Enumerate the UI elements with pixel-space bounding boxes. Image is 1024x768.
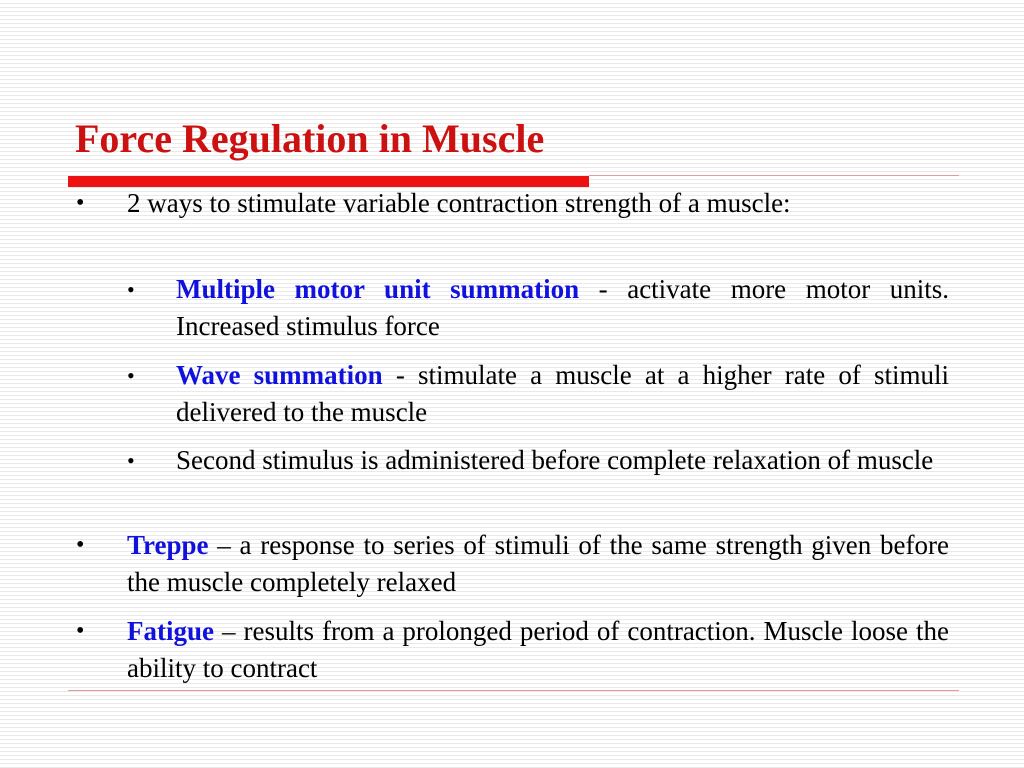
bullet-text — [127, 613, 949, 687]
bullet-marker: • — [127, 363, 135, 388]
bullet-text — [127, 185, 949, 222]
bullet-term: Treppe — [127, 530, 209, 560]
bullet-text — [176, 442, 949, 479]
bullet-description: – results from a prolonged period of contraction. Muscle loose the ability to contract — [127, 616, 949, 683]
footer-divider — [68, 690, 959, 691]
bullet-description: – a response to series of stimuli of the same strength given before the muscle completely relaxed — [127, 530, 949, 597]
bullet-term: Fatigue — [127, 616, 214, 646]
bullet-marker: • — [127, 277, 135, 302]
bullet-marker: • — [76, 532, 85, 558]
bullet-marker: • — [127, 448, 135, 473]
slide-title: Force Regulation in Muscle — [75, 116, 545, 161]
bullet-text — [127, 527, 949, 601]
bullet-text — [176, 271, 949, 345]
bullet-description: - stimulate a muscle at a higher rate of stimuli delivered to the muscle — [176, 360, 949, 427]
bullet-description: - activate more motor units. Increased stimulus force — [176, 274, 949, 341]
bullet-description: 2 ways to stimulate variable contraction strength of a muscle: — [127, 188, 791, 218]
bullet-term: Wave summation — [176, 360, 383, 390]
bullet-term: Multiple motor unit summation — [176, 274, 580, 304]
bullet-text — [176, 357, 949, 431]
bullet-marker: • — [76, 190, 85, 216]
bullet-marker: • — [76, 618, 85, 644]
bullet-description: Second stimulus is administered before complete relaxation of muscle — [176, 445, 934, 475]
